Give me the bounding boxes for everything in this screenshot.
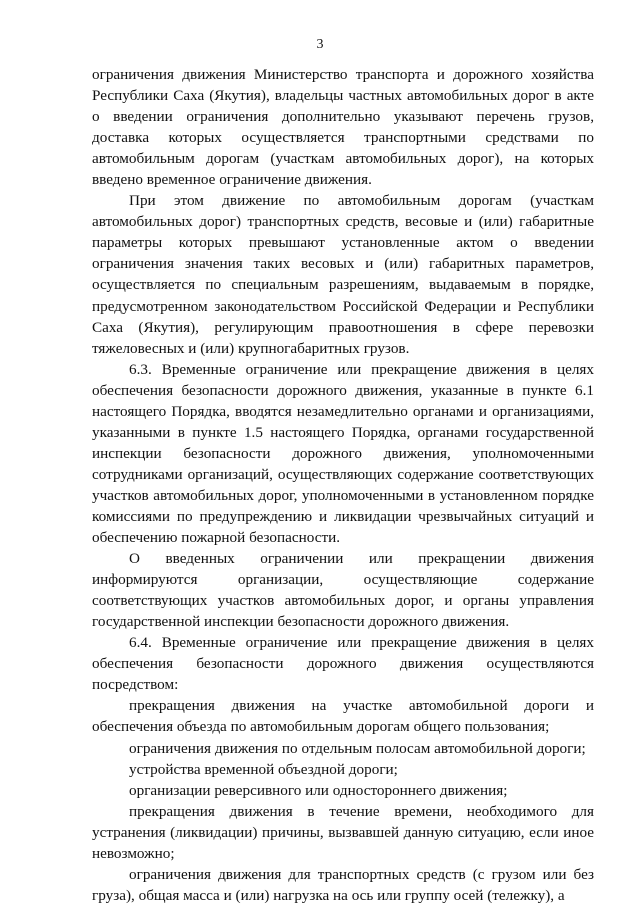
list-item-temporary-detour: устройства временной объездной дороги;	[129, 760, 398, 778]
paragraph-continuation: ограничения движения Министерство транспорта и дорожного хозяйства Республики Саха (Якутия), владельцы частных автомобильных дорог в акте о введении ограничения дополнительно указывают перечень грузов, доставка которых осуществляется транспортными средствами по автомобильным дорогам (участкам автомобильных дорог), на которых введено временное ограничение движения.	[92, 66, 594, 189]
page-number: 3	[316, 37, 324, 52]
paragraph-6-4: 6.4. Временные ограничение или прекращение движения в целях обеспечения безопасности дорожного движения осуществляются посредством:	[92, 634, 594, 694]
paragraph-special-permits: При этом движение по автомобильным дорогам (участкам автомобильных дорог) транспортных средств, весовые и (или) габаритные параметры которых превышают установленные актом о введении ограничения значения таких весовых и (или) габаритных параметров, осуществляется по специальным разрешениям, выдаваемым в порядке, предусмотренном законодательством Российской Федерации и Республики Саха (Якутия), регулирующим правоотношения в сфере перевозки тяжеловесных и (или) крупногабаритных грузов.	[92, 192, 594, 357]
document-body	[92, 64, 594, 906]
paragraph-6-3: 6.3. Временные ограничение или прекращение движения в целях обеспечения безопасности дорожного движения, указанные в пункте 6.1 настоящего Порядка, вводятся незамедлительно органами и организациями, указанными в пункте 1.5 настоящего Порядка, органами государственной инспекции безопасности дорожного движения, уполномоченными сотрудниками организаций, осуществляющих содержание соответствующих участков автомобильных дорог, уполномоченными в установленном порядке комиссиями по предупреждению и ликвидации чрезвычайных ситуаций и обеспечению пожарной безопасности.	[92, 360, 594, 547]
list-item-lane-restriction: ограничения движения по отдельным полосам автомобильной дороги;	[129, 739, 586, 757]
list-item-stop-traffic: прекращения движения на участке автомобильной дороги и обеспечения объезда по автомобильным дорогам общего пользования;	[92, 697, 594, 736]
paragraph-notification: О введенных ограничении или прекращении движения информируются организации, осуществляющие содержание соответствующих участков автомобильных дорог, и органы управления государственной инспекции безопасности дорожного движения.	[92, 550, 594, 631]
list-item-reversible-traffic: организации реверсивного или одностороннего движения;	[129, 781, 508, 799]
list-item-vehicle-restriction: ограничения движения для транспортных средств (с грузом или без груза), общая масса и (или) нагрузка на ось или группу осей (тележку), а	[92, 865, 594, 904]
list-item-time-stop: прекращения движения в течение времени, необходимого для устранения (ликвидации) причины, вызвавшей данную ситуацию, если иное невозможно;	[92, 802, 594, 862]
